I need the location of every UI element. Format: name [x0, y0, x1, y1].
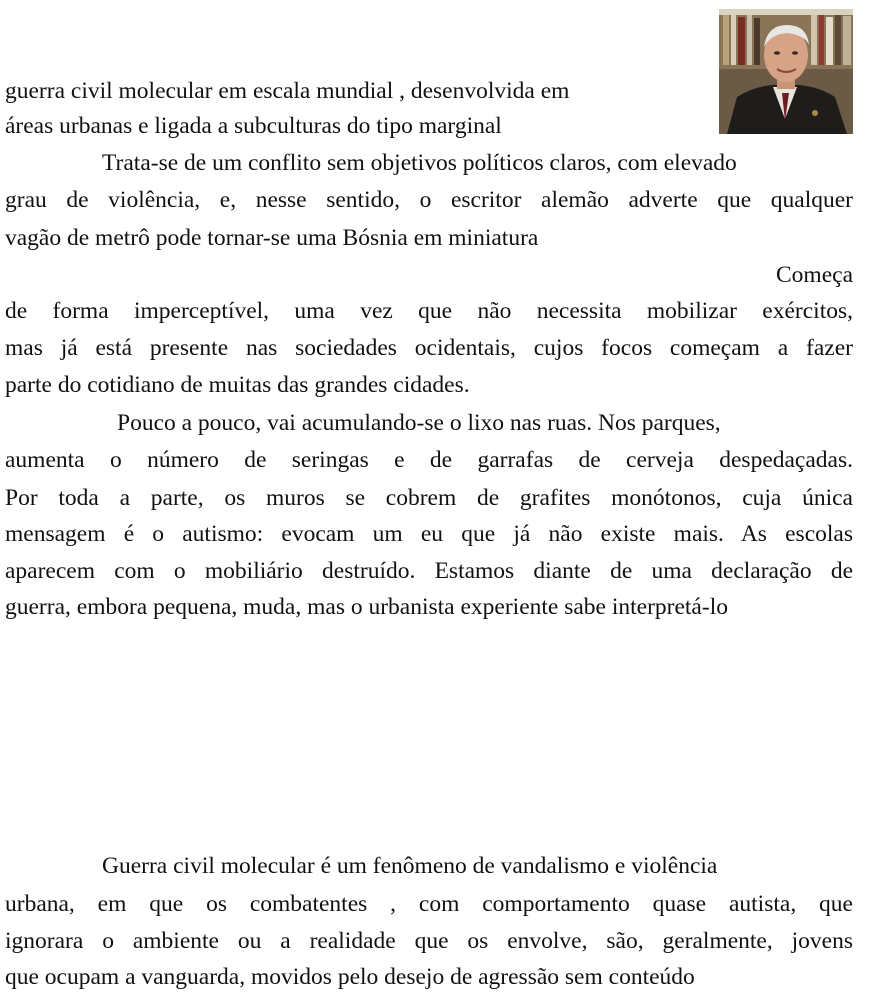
author-portrait-photo	[719, 9, 853, 134]
paragraph-4-line-5: aparecem com o mobiliário destruído. Estamos diante de uma declaração de	[5, 558, 853, 584]
paragraph-4-line-6: guerra, embora pequena, muda, mas o urbanista experiente sabe interpretá-lo	[5, 594, 728, 620]
paragraph-2-line-3: vagão de metrô pode tornar-se uma Bósnia em miniatura	[5, 225, 539, 251]
paragraph-3-line-4: parte do cotidiano de muitas das grandes cidades.	[5, 372, 470, 398]
paragraph-3-line-3: mas já está presente nas sociedades ocidentais, cujos focos começam a fazer	[5, 335, 853, 361]
portrait-illustration	[719, 9, 853, 134]
paragraph-3-line-1: Começa	[776, 262, 853, 288]
paragraph-1-line-2: áreas urbanas e ligada a subculturas do tipo marginal	[5, 113, 502, 139]
paragraph-5-line-3: ignorara o ambiente ou a realidade que os envolve, são, geralmente, jovens	[5, 928, 853, 954]
paragraph-5-line-4: que ocupam a vanguarda, movidos pelo desejo de agressão sem conteúdo	[5, 964, 695, 990]
paragraph-5-line-1: Guerra civil molecular é um fenômeno de vandalismo e violência	[102, 853, 718, 879]
paragraph-4-line-3: Por toda a parte, os muros se cobrem de grafites monótonos, cuja única	[5, 485, 853, 511]
paragraph-4-line-4: mensagem é o autismo: evocam um eu que já não existe mais. As escolas	[5, 521, 853, 547]
paragraph-2-line-2: grau de violência, e, nesse sentido, o escritor alemão adverte que qualquer	[5, 187, 853, 213]
paragraph-1-line-1: guerra civil molecular em escala mundial , desenvolvida em	[5, 78, 570, 104]
paragraph-4-line-2: aumenta o número de seringas e de garrafas de cerveja despedaçadas.	[5, 447, 853, 473]
paragraph-4-line-1: Pouco a pouco, vai acumulando-se o lixo nas ruas. Nos parques,	[117, 410, 721, 436]
paragraph-2-line-1: Trata-se de um conflito sem objetivos políticos claros, com elevado	[102, 150, 737, 176]
paragraph-3-line-2: de forma imperceptível, uma vez que não necessita mobilizar exércitos,	[5, 298, 853, 324]
paragraph-5-line-2: urbana, em que os combatentes , com comportamento quase autista, que	[5, 891, 853, 917]
